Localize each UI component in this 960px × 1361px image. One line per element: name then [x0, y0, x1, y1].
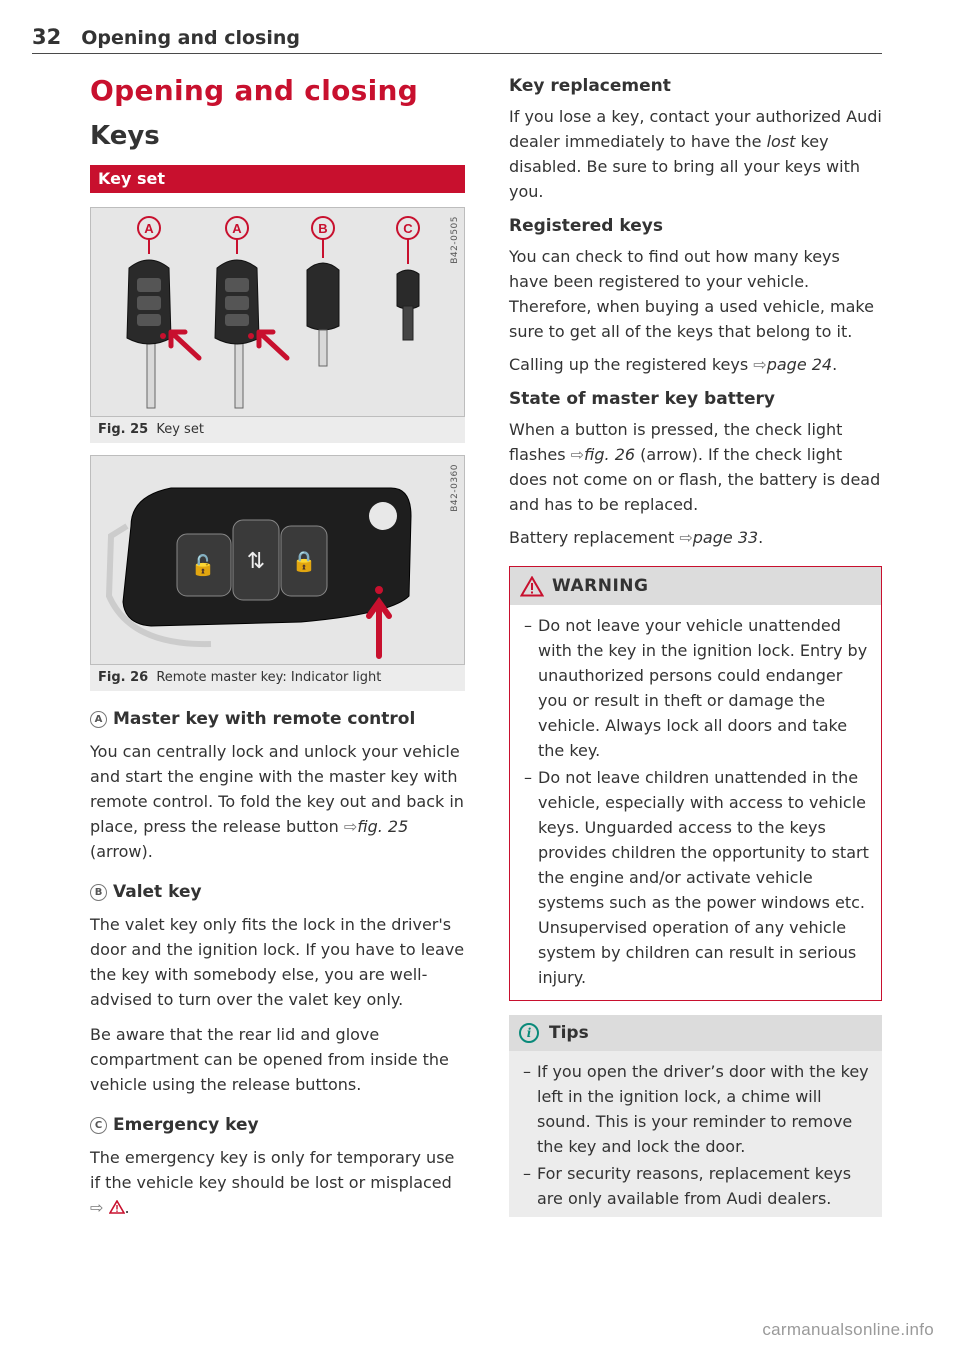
figure-label: Fig. 26	[98, 670, 149, 685]
svg-text:🔓: 🔓	[190, 553, 216, 577]
marker-c-icon: C	[90, 1117, 107, 1134]
tips-item: – If you open the driver’s door with the key left in the ignition lock, a chime will sound. This is your reminder to remove the key and lock the door.	[523, 1059, 870, 1159]
fig-25-link[interactable]: fig. 25	[357, 817, 409, 836]
valet-key-icon	[307, 263, 339, 366]
figure-remote-master-key	[90, 455, 465, 665]
arrow-ref-icon: ⇨	[90, 1198, 104, 1217]
key-replacement-title: Key replacement	[509, 76, 671, 96]
master-key-heading	[90, 709, 465, 729]
key-replacement-after: key disabled. Be sure to bring all your keys with you.	[509, 132, 860, 201]
running-head-title: Opening and closing	[81, 27, 300, 49]
registered-keys-ref	[509, 352, 882, 377]
emergency-key-icon	[397, 270, 419, 340]
warning-ref-icon[interactable]	[109, 1198, 125, 1217]
battery-before: When a button is pressed, the check light flashes	[509, 420, 843, 464]
valet-key-title: Valet key	[113, 882, 202, 902]
warning-item: – Do not leave children unattended in the vehicle, especially with access to vehicle keys. Unguarded access to the keys provides children the opportunity to start the engine and/or activate vehicle systems such as the power windows etc. Unsupervised operation of any vehicle system by children can result in serious injury.	[524, 765, 869, 990]
callout-c-label: C	[403, 221, 413, 236]
figure-code: B42-0505	[450, 216, 460, 264]
registered-keys-title: Registered keys	[509, 216, 663, 236]
page-24-link[interactable]: page 24	[766, 355, 833, 374]
figure-caption-text: Key set	[156, 422, 204, 437]
warning-box	[509, 566, 882, 1001]
registered-keys-ref-text: Calling up the registered keys	[509, 355, 749, 374]
tips-title: Tips	[549, 1023, 589, 1043]
fig-26-link[interactable]: fig. 26	[584, 445, 636, 464]
marker-a-icon: A	[90, 711, 107, 728]
callout-a2-label: A	[232, 221, 242, 236]
callout-b	[312, 217, 334, 258]
emergency-key-heading	[90, 1115, 465, 1135]
callout-a1	[138, 217, 160, 254]
warning-item-text: Do not leave children unattended in the vehicle, especially with access to vehicle keys. Unguarded access to the keys provides children the opportunity to start the engine and/or activate vehicle systems such as the power windows etc. Unsupervised operation of any vehicle system by children can result in serious injury.	[538, 768, 869, 987]
tips-item-text: If you open the driver’s door with the key left in the ignition lock, a chime will sound. This is your reminder to remove the key and lock the door.	[537, 1062, 869, 1156]
page-number: 32	[32, 25, 62, 49]
registered-keys-end: .	[832, 355, 838, 374]
key-set-illustration	[91, 208, 464, 416]
warning-item: – Do not leave your vehicle unattended with the key in the ignition lock. Entry by unauthorized persons could endanger you or result in theft or damage the vehicle. Always lock all doors and take the key.	[524, 613, 869, 763]
master-key-text	[90, 739, 465, 864]
tips-body	[509, 1051, 882, 1217]
warning-title: WARNING	[552, 576, 649, 596]
tips-item-text: For security reasons, replacement keys are only available from Audi dealers.	[537, 1164, 852, 1208]
arrow-ref-icon: ⇨	[753, 355, 767, 374]
remote-key-icon	[109, 488, 411, 644]
callout-a1-label: A	[144, 221, 154, 236]
page-33-link[interactable]: page 33	[692, 528, 759, 547]
key-replacement-em: lost	[766, 132, 796, 151]
master-key-title: Master key with remote control	[113, 709, 416, 729]
warning-item-text: Do not leave your vehicle unattended with the key in the ignition lock. Entry by unauthorized persons could endanger you or result in theft or damage the vehicle. Always lock all doors and take the key.	[538, 616, 868, 760]
callout-c	[397, 217, 419, 264]
key-replacement-text	[509, 104, 882, 204]
battery-ref	[509, 525, 882, 550]
emergency-key-body: The emergency key is only for temporary use if the vehicle key should be lost or misplaced	[90, 1148, 455, 1192]
left-column	[90, 72, 465, 1220]
subsection-bar: Key set	[90, 165, 465, 193]
warning-header	[510, 567, 881, 605]
figure-caption-text: Remote master key: Indicator light	[156, 670, 382, 685]
master-key-2-icon	[215, 260, 287, 408]
warning-body	[510, 605, 881, 1000]
master-key-body: You can centrally lock and unlock your vehicle and start the engine with the master key with remote control. To fold the key out and back in place, press the release button	[90, 742, 464, 836]
warning-icon	[520, 576, 544, 597]
valet-key-heading	[90, 882, 465, 902]
chapter-title: Opening and closing	[90, 74, 419, 107]
figure-caption	[90, 417, 465, 443]
tips-header	[509, 1015, 882, 1051]
callout-a2	[226, 217, 248, 254]
valet-key-text-1: The valet key only fits the lock in the driver's door and the ignition lock. If you have to leave the key with somebody else, you are well-advised to turn over the valet key only.	[90, 915, 465, 1009]
valet-key-text-2: Be aware that the rear lid and glove compartment can be opened from inside the vehicle using the release buttons.	[90, 1025, 449, 1094]
info-icon: i	[519, 1023, 539, 1043]
battery-end: .	[758, 528, 764, 547]
arrow-ref-icon: ⇨	[570, 445, 585, 464]
master-key-1-icon	[127, 260, 199, 408]
running-head	[32, 24, 882, 54]
battery-text	[509, 417, 882, 517]
callout-b-label: B	[318, 221, 328, 236]
remote-key-illustration	[91, 456, 464, 664]
battery-ref-text: Battery replacement	[509, 528, 675, 547]
arrow-ref-icon: ⇨	[343, 817, 358, 836]
marker-b-icon: B	[90, 884, 107, 901]
emergency-key-title: Emergency key	[113, 1115, 259, 1135]
figure-key-set	[90, 207, 465, 417]
tips-item: – For security reasons, replacement keys are only available from Audi dealers.	[523, 1161, 870, 1211]
svg-text:🔒: 🔒	[291, 549, 317, 573]
emergency-key-end: .	[124, 1198, 130, 1217]
svg-text:⇅: ⇅	[246, 549, 266, 574]
key-replacement-before: If you lose a key, contact your authorized Audi dealer immediately to have the	[509, 107, 882, 151]
registered-keys-text: You can check to find out how many keys have been registered to your vehicle. Therefore, when buying a used vehicle, make sure to get all of the keys that belong to it.	[509, 247, 874, 341]
figure-caption	[90, 665, 465, 691]
arrow-ref-icon: ⇨	[679, 528, 693, 547]
master-key-after: (arrow).	[90, 842, 153, 861]
figure-code: B42-0360	[450, 464, 460, 512]
watermark: carmanualsonline.info	[762, 1320, 934, 1339]
tips-box	[509, 1015, 882, 1217]
battery-after: (arrow). If the check light does not come on or flash, the battery is dead and has to be replaced.	[509, 445, 881, 514]
emergency-key-text	[90, 1145, 465, 1220]
figure-label: Fig. 25	[98, 422, 149, 437]
battery-title: State of master key battery	[509, 389, 775, 409]
section-title: Keys	[90, 121, 160, 151]
right-column	[509, 72, 882, 1217]
